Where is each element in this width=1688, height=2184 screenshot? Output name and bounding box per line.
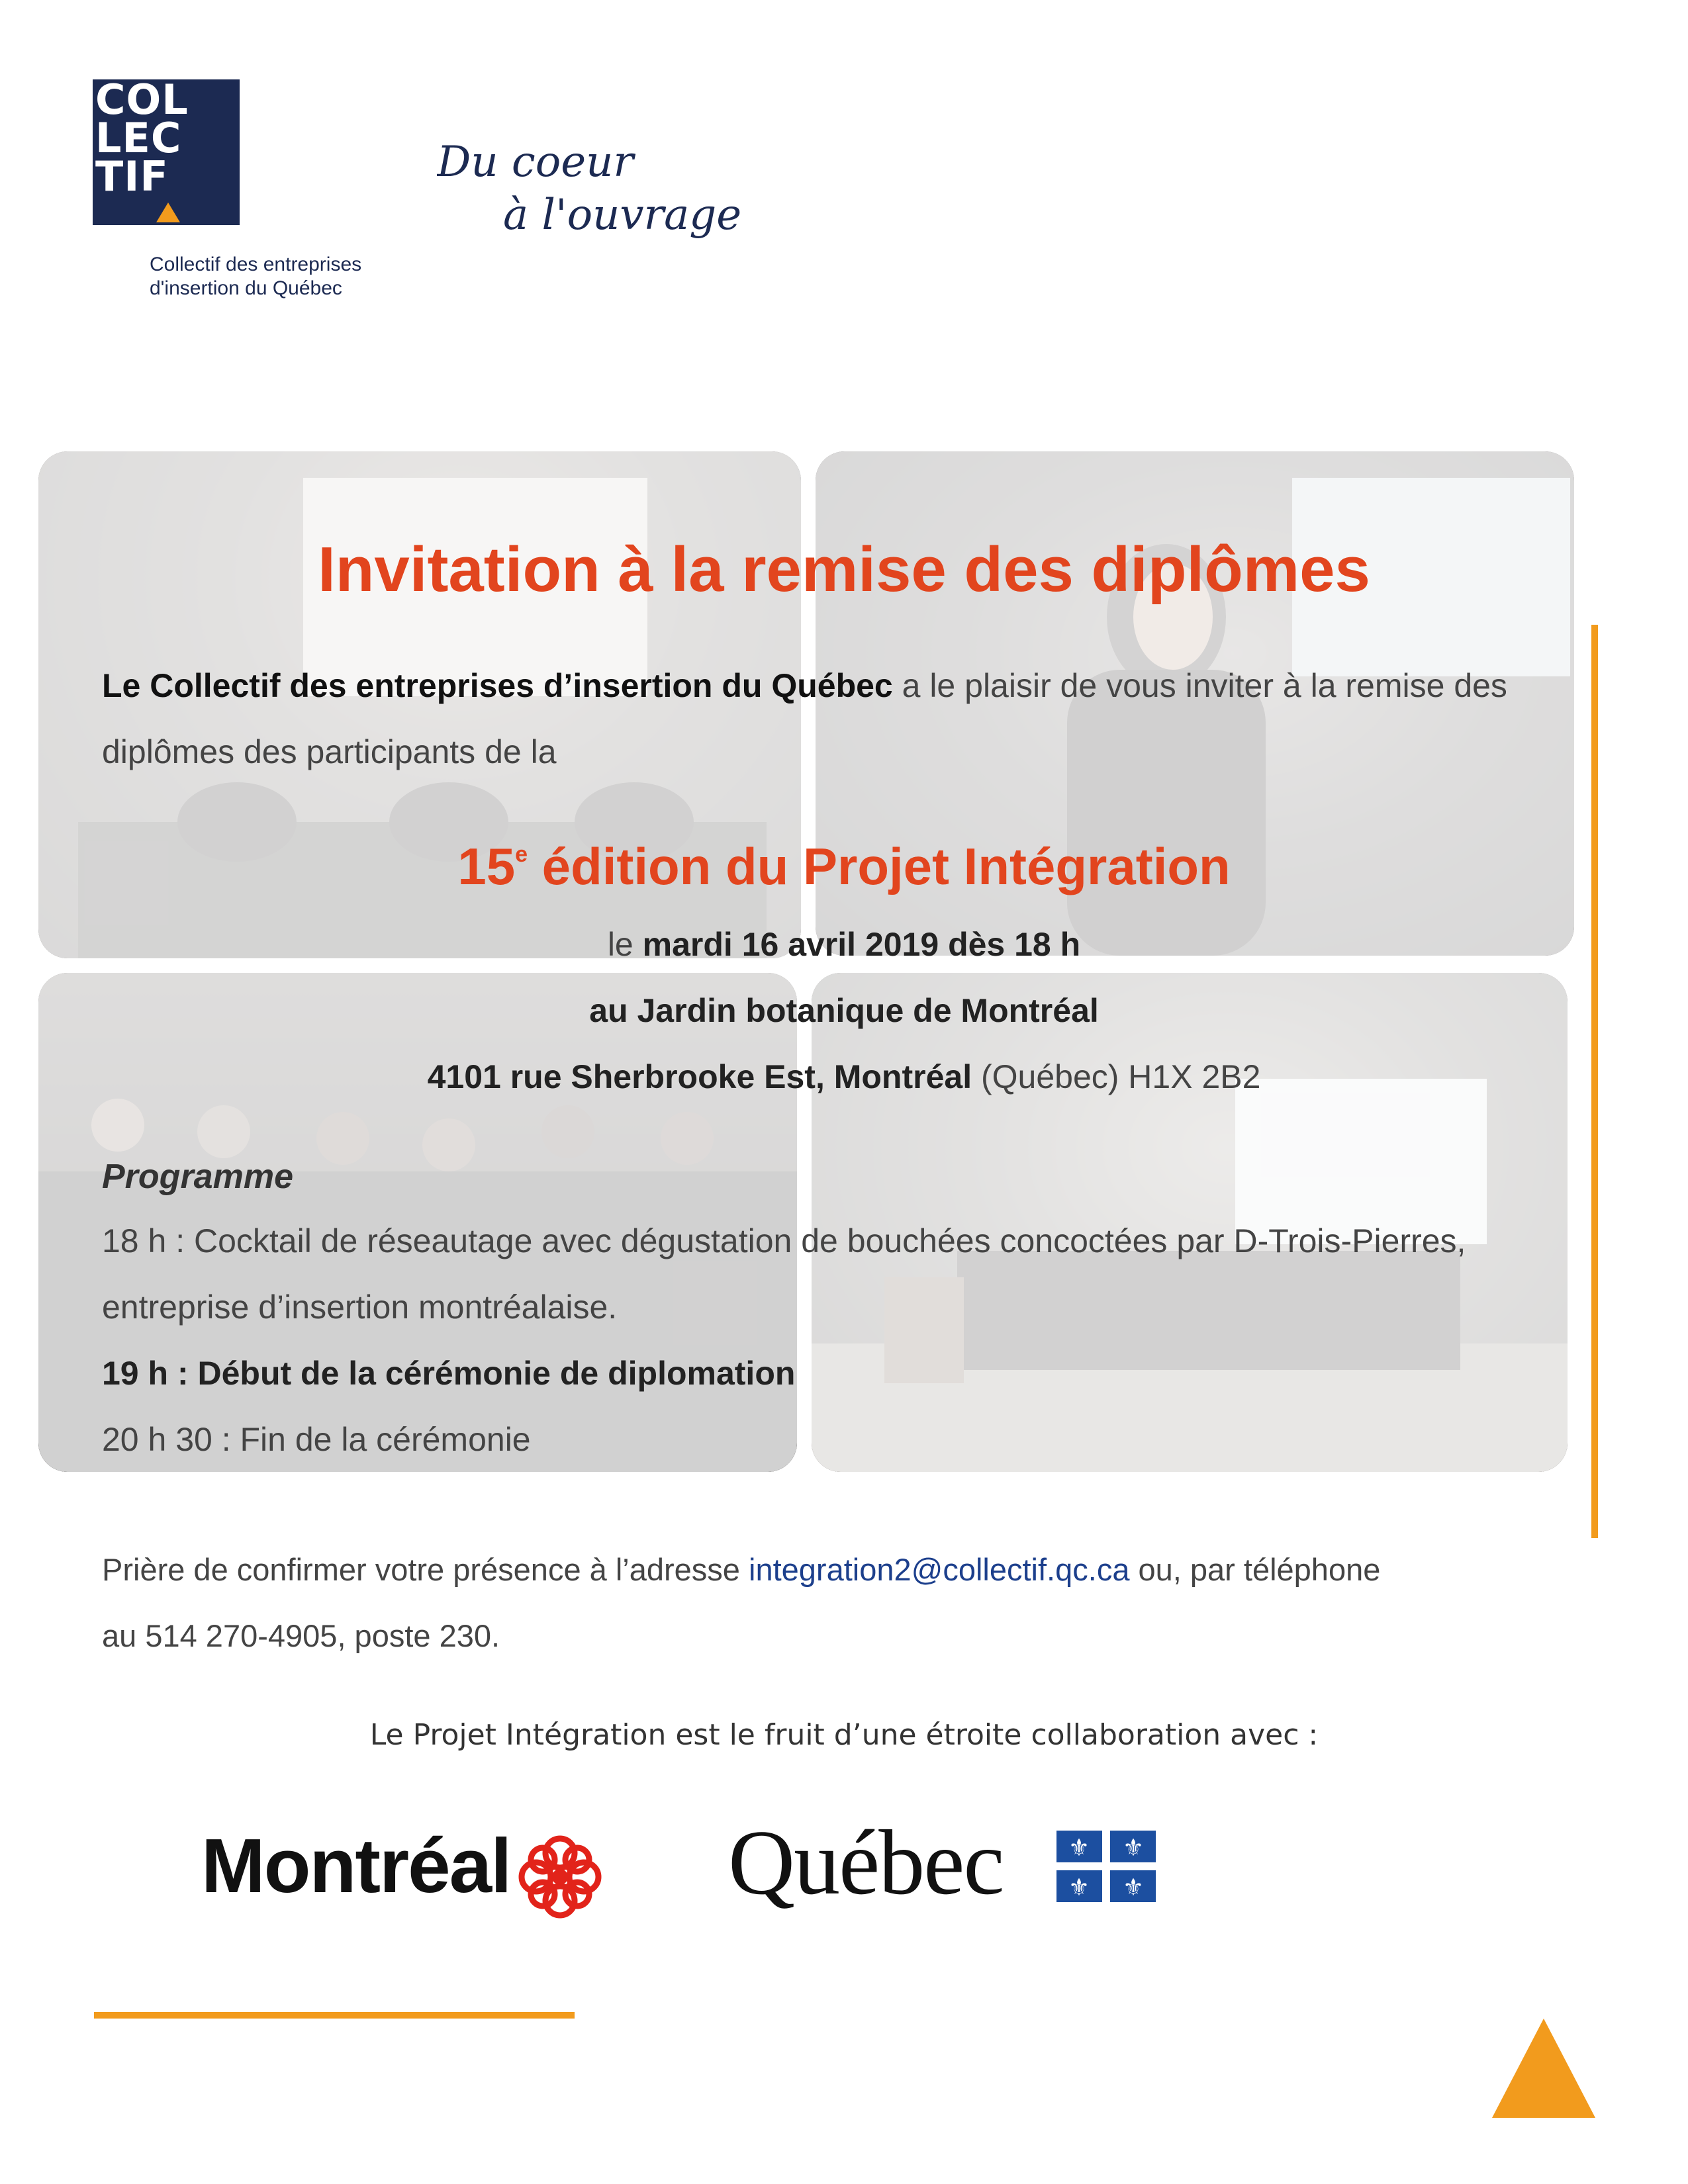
svg-text:⚜: ⚜ (1068, 1874, 1090, 1901)
logo-line-3: TIF (95, 152, 169, 201)
tagline-line2: à l'ouvrage (503, 191, 742, 240)
svg-text:⚜: ⚜ (1122, 1874, 1145, 1901)
logo-triangle-icon (156, 203, 180, 222)
intro-organization: Le Collectif des entreprises d’insertion du Québec (102, 667, 893, 704)
edition-heading (0, 837, 1688, 897)
logo-caption (150, 253, 361, 300)
programme-item-2-text: 19 h : Début de la cérémonie de diplomation (102, 1355, 796, 1392)
orange-horizontal-line (94, 2012, 575, 2019)
logo-line-2: LEC (95, 114, 182, 162)
address-rest: (Québec) H1X 2B2 (972, 1058, 1261, 1095)
programme-item-1-line1: 18 h : Cocktail de réseautage avec dégustation de bouchées concoctées par D-Trois-Pierres, (102, 1222, 1466, 1259)
collectif-logo (93, 75, 240, 225)
programme-item-3: 20 h 30 : Fin de la cérémonie (102, 1421, 531, 1458)
svg-text:⚜: ⚜ (1122, 1835, 1145, 1862)
programme-item-2 (102, 1354, 795, 1392)
event-venue (0, 991, 1688, 1030)
programme-item-1-line2: entreprise d’insertion montréalaise. (102, 1289, 618, 1326)
event-date (0, 925, 1688, 964)
logo-line-1: COL (95, 75, 189, 124)
edition-number: 15 (457, 837, 516, 895)
montreal-logo-text: Montréal (201, 1823, 511, 1909)
edition-text: édition du Projet Intégration (528, 837, 1231, 895)
event-address (0, 1058, 1688, 1096)
rsvp-suffix: ou, par téléphone (1129, 1552, 1381, 1587)
venue-value: au Jardin botanique de Montréal (589, 992, 1099, 1029)
address-street: 4101 rue Sherbrooke Est, Montréal (427, 1058, 972, 1095)
intro-text: a le plaisir de vous inviter à la remise des diplômes des participants de la (102, 667, 1507, 770)
tagline-line1: Du coeur (437, 138, 633, 187)
date-prefix: le (607, 926, 643, 963)
rsvp-email-link[interactable]: integration2@collectif.qc.ca (749, 1552, 1130, 1587)
intro-paragraph (102, 653, 1598, 785)
programme-title: Programme (102, 1158, 293, 1196)
invitation-title: Invitation à la remise des diplômes (318, 534, 1370, 605)
collaboration-text: Le Projet Intégration est le fruit d’une étroite collaboration avec : (369, 1718, 1319, 1752)
rsvp-prefix: Prière de confirmer votre présence à l’adresse (102, 1552, 749, 1587)
logo-caption-line2: d'insertion du Québec (150, 277, 342, 299)
edition-superscript: e (515, 842, 528, 867)
logo-caption-line1: Collectif des entreprises (150, 253, 362, 275)
svg-text:⚜: ⚜ (1068, 1835, 1090, 1862)
rose-emblem-icon (514, 1831, 606, 1923)
handwritten-tagline (437, 123, 755, 249)
quebec-logo-text: Québec (728, 1811, 1004, 1914)
rsvp-line1 (102, 1551, 1380, 1588)
date-value: mardi 16 avril 2019 dès 18 h (642, 926, 1081, 963)
rsvp-line2: au 514 270-4905, poste 230. (102, 1618, 500, 1653)
fleur-de-lis-flag-icon (1056, 1831, 1156, 1902)
triangle-icon (1492, 2019, 1595, 2118)
